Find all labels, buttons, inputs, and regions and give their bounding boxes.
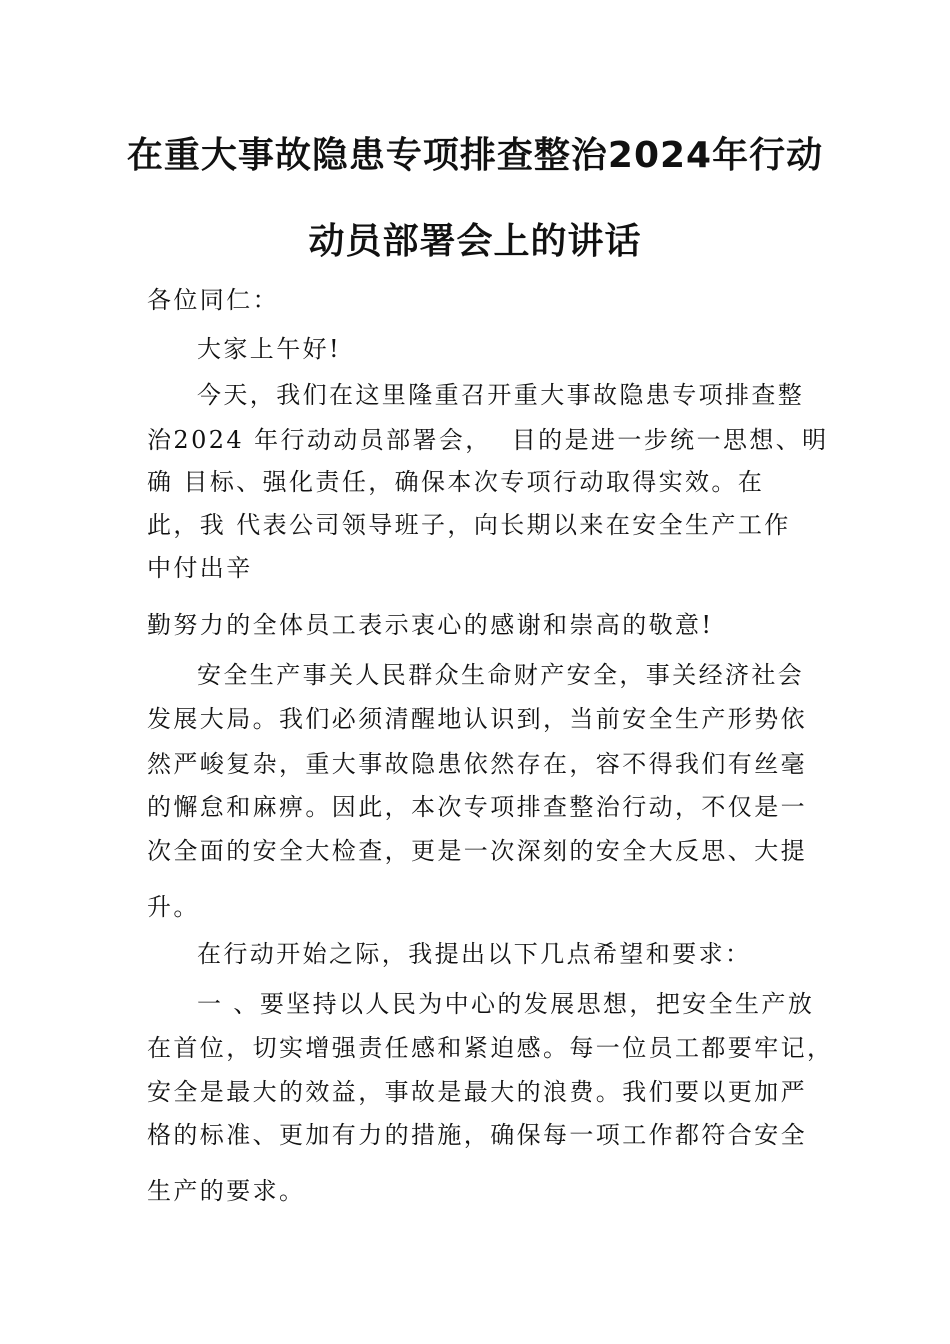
- paragraph-1-line: 今天，我们在这里隆重召开重大事故隐患专项排查整: [197, 381, 805, 409]
- paragraph-4-line: 生产的要求。: [147, 1177, 306, 1205]
- greeting: 大家上午好!: [197, 335, 342, 363]
- paragraph-4-line: 格的标准、更加有力的措施，确保每一项工作都符合安全: [147, 1121, 807, 1149]
- paragraph-4-line: 安全是最大的效益，事故是最大的浪费。我们要以更加严: [147, 1078, 807, 1106]
- paragraph-1-line: 此，我 代表公司领导班子，向长期以来在安全生产工作: [147, 511, 791, 539]
- paragraph-1-line: 确 目标、强化责任，确保本次专项行动取得实效。在: [147, 468, 765, 496]
- paragraph-4-line: 一 、要坚持以人民为中心的发展思想，把安全生产放: [197, 990, 815, 1018]
- paragraph-4-line: 在首位，切实增强责任感和紧迫感。每一位员工都要牢记，: [147, 1034, 834, 1062]
- paragraph-2-line: 安全生产事关人民群众生命财产安全，事关经济社会: [197, 661, 805, 689]
- paragraph-1-line: 中付出辛: [147, 554, 253, 582]
- paragraph-2-line: 升。: [147, 893, 200, 921]
- paragraph-3: 在行动开始之际，我提出以下几点希望和要求：: [197, 940, 752, 968]
- paragraph-2-line: 发展大局。我们必须清醒地认识到，当前安全生产形势依: [147, 705, 807, 733]
- document-title-line-1: 在重大事故隐患专项排查整治2024年行动: [126, 135, 824, 176]
- paragraph-1-line: 勤努力的全体员工表示衷心的感谢和崇高的敬意!: [147, 611, 714, 639]
- paragraph-2-line: 的懈怠和麻痹。因此，本次专项排查整治行动，不仅是一: [147, 793, 807, 821]
- paragraph-2-line: 次全面的安全大检查，更是一次深刻的安全大反思、大提: [147, 837, 807, 865]
- document-title-line-2: 动员部署会上的讲话: [308, 221, 642, 262]
- paragraph-1-line: 治2024 年行动动员部署会， 目的是进一步统一思想、明: [147, 426, 829, 454]
- paragraph-2-line: 然严峻复杂，重大事故隐患依然存在，容不得我们有丝毫: [147, 750, 807, 778]
- salutation: 各位同仁：: [147, 286, 279, 314]
